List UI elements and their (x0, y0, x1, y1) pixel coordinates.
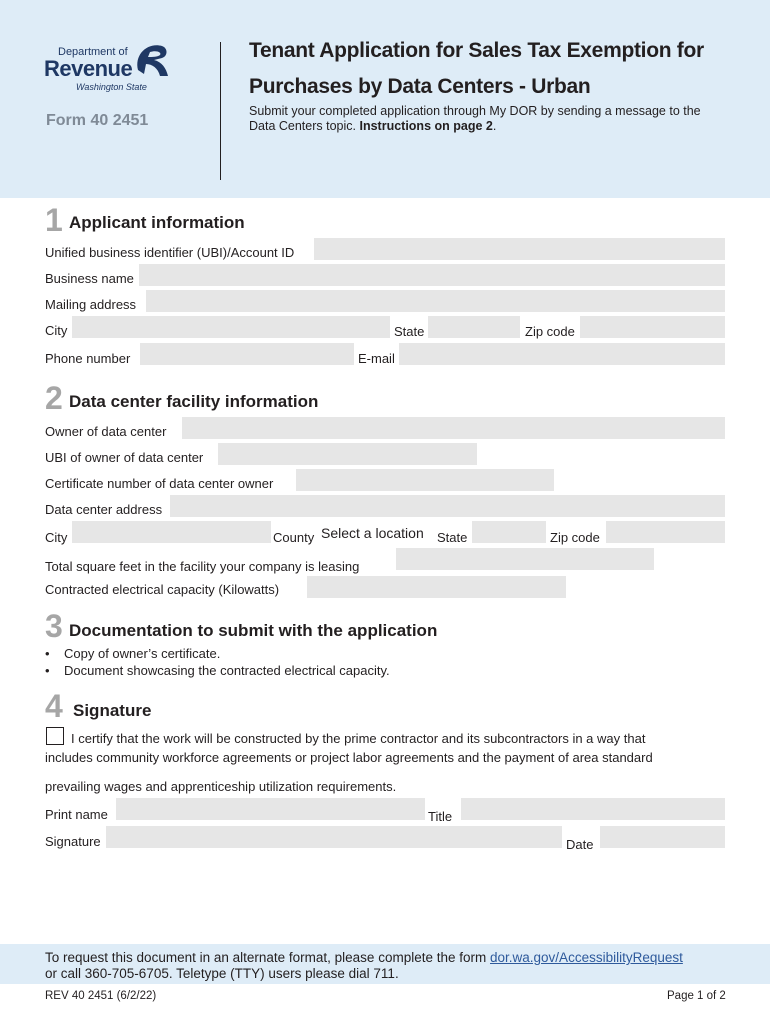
city-label: City (45, 323, 68, 338)
certify-checkbox[interactable] (46, 727, 64, 745)
owner-ubi-input[interactable] (218, 443, 477, 465)
business-name-input[interactable] (139, 264, 725, 286)
owner-ubi-label: UBI of owner of data center (45, 450, 204, 465)
dor-logo (44, 40, 174, 95)
city-input[interactable] (72, 316, 390, 338)
section-2-title: Data center facility information (69, 392, 319, 411)
subtitle-text: Submit your completed application through My DOR by sending a message to the Data Centers topic. (249, 104, 701, 133)
print-name-label: Print name (45, 807, 108, 822)
subtitle-end: . (492, 119, 497, 133)
doc-list-item: • Document showcasing the contracted electrical capacity. (45, 663, 390, 678)
owner-input[interactable] (182, 417, 725, 439)
county-select[interactable]: Select a location (321, 525, 424, 541)
ubi-input[interactable] (314, 238, 725, 260)
section-4-number: 4 (45, 688, 63, 724)
state-label: State (394, 324, 425, 339)
section-2-number: 2 (45, 380, 63, 416)
section-3-number: 3 (45, 608, 63, 644)
county-label: County (273, 530, 315, 545)
sqft-label: Total square feet in the facility your company is leasing (45, 559, 360, 574)
zip-label: Zip code (525, 324, 575, 339)
subtitle (249, 104, 719, 134)
logo-revenue-text: Revenue (44, 56, 133, 81)
page-number: Page 1 of 2 (667, 990, 726, 1002)
email-input[interactable] (399, 343, 725, 365)
dc-address-input[interactable] (170, 495, 725, 517)
dc-zip-input[interactable] (606, 521, 725, 543)
business-name-label: Business name (45, 271, 134, 286)
title-line-1: Tenant Application for Sales Tax Exemption for (249, 39, 704, 62)
dc-city-label: City (45, 530, 68, 545)
ubi-label: Unified business identifier (UBI)/Account ID (45, 245, 295, 260)
cert-line-1: I certify that the work will be constructed by the prime contractor and its subcontractors in a way that (71, 731, 646, 746)
capacity-label: Contracted electrical capacity (Kilowatts) (45, 582, 280, 597)
signature-input[interactable] (106, 826, 562, 848)
header-divider (220, 42, 221, 180)
owner-label: Owner of data center (45, 424, 167, 439)
phone-label: Phone number (45, 351, 131, 366)
form-number: Form 40 2451 (46, 112, 149, 129)
section-4-title: Signature (73, 701, 152, 720)
doc-list-item: • Copy of owner’s certificate. (45, 646, 221, 661)
footer-text-2: or call 360-705-6705. Teletype (TTY) users please dial 711. (45, 966, 399, 981)
revision-number: REV 40 2451 (6/2/22) (45, 990, 157, 1002)
accessibility-link[interactable]: dor.wa.gov/AccessibilityRequest (490, 950, 683, 965)
subtitle-instructions: Instructions on page 2 (359, 119, 493, 133)
dc-zip-label: Zip code (550, 530, 600, 545)
state-input[interactable] (428, 316, 520, 338)
page-title (249, 33, 749, 105)
title-input[interactable] (461, 798, 725, 820)
section-1-title: Applicant information (69, 213, 245, 232)
dc-state-label: State (437, 530, 468, 545)
sqft-input[interactable] (396, 548, 654, 570)
logo-state-text: Washington State (76, 82, 147, 92)
cert-line-2: includes community workforce agreements or project labor agreements and the payment of area standard (45, 750, 653, 765)
doc-item-1: Copy of owner’s certificate. (64, 646, 221, 661)
mailing-address-label: Mailing address (45, 297, 137, 312)
zip-input[interactable] (580, 316, 725, 338)
certificate-label: Certificate number of data center owner (45, 476, 274, 491)
capacity-input[interactable] (307, 576, 566, 598)
title-label: Title (428, 809, 453, 824)
footer-text-1: To request this document in an alternate format, please complete the form (45, 950, 487, 965)
print-name-input[interactable] (116, 798, 425, 820)
phone-input[interactable] (140, 343, 354, 365)
email-label: E-mail (358, 351, 395, 366)
signature-label: Signature (45, 834, 101, 849)
logo-dept-text: Department of (58, 46, 128, 58)
certificate-input[interactable] (296, 469, 554, 491)
cert-line-3: prevailing wages and apprenticeship utilization requirements. (45, 779, 397, 794)
footer-note (45, 950, 683, 982)
section-3-title: Documentation to submit with the application (69, 621, 438, 640)
doc-item-2: Document showcasing the contracted electrical capacity. (64, 663, 390, 678)
section-1-number: 1 (45, 202, 63, 238)
mailing-address-input[interactable] (146, 290, 725, 312)
title-line-2: Purchases by Data Centers - Urban (249, 75, 591, 98)
date-label: Date (566, 837, 594, 852)
dc-city-input[interactable] (72, 521, 271, 543)
date-input[interactable] (600, 826, 725, 848)
dc-state-input[interactable] (472, 521, 546, 543)
logo-mark-icon (132, 40, 170, 80)
dc-address-label: Data center address (45, 502, 163, 517)
